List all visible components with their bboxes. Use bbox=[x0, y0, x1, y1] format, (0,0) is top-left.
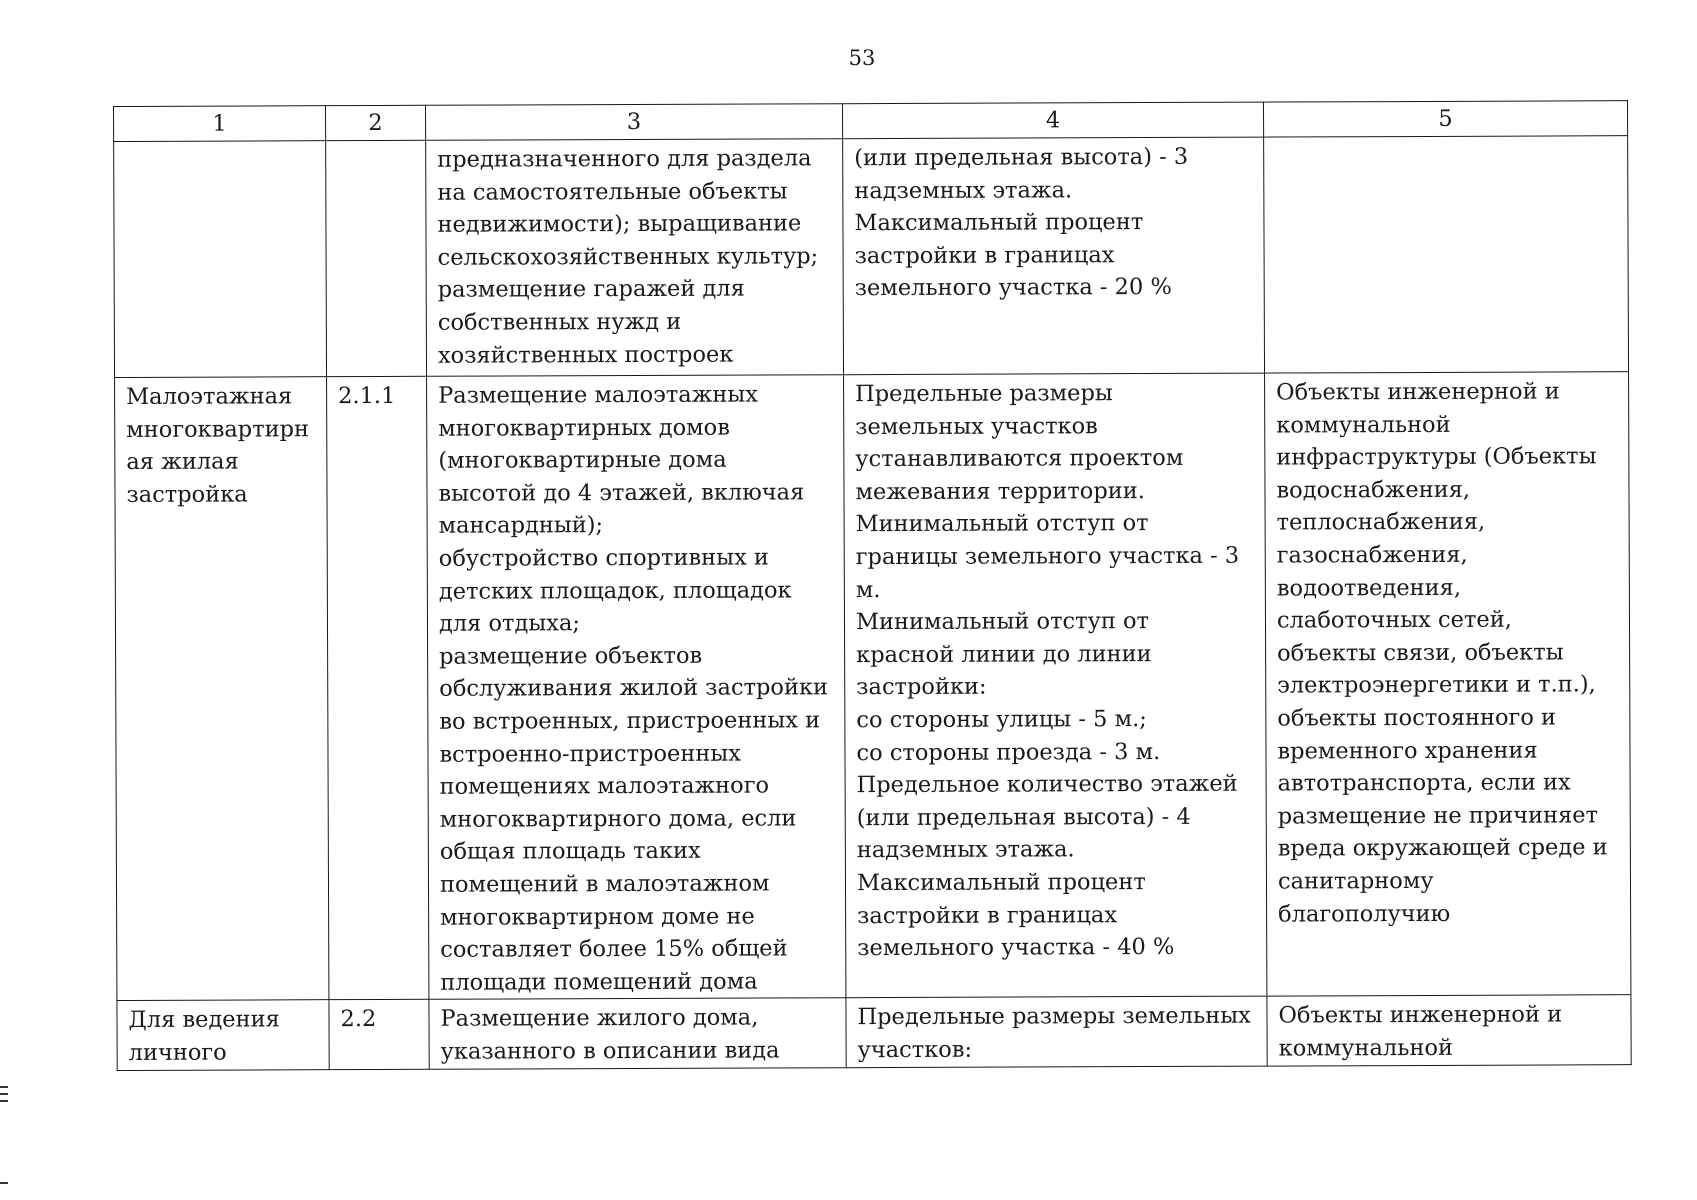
cell-text-line: для отдыха; bbox=[438, 610, 580, 637]
cell-text-line: автотранспорта, если их bbox=[1277, 769, 1571, 797]
scan-margin-mark bbox=[0, 1182, 8, 1184]
cell-text-line: застройки: bbox=[856, 673, 987, 701]
cell-text-line: Для ведения bbox=[128, 1006, 280, 1034]
cell-text-line: теплоснабжения, bbox=[1276, 509, 1486, 536]
cell-text-line: многоквартирном доме не bbox=[440, 903, 755, 931]
cell-text-line: собственных нужд и bbox=[437, 308, 682, 336]
cell-text-line: земельного участка - 40 % bbox=[857, 934, 1175, 962]
cell-text-line: инфраструктуры (Объекты bbox=[1276, 443, 1597, 471]
cell-text-line: со стороны улицы - 5 м.; bbox=[856, 705, 1147, 734]
cell-text-line: временного хранения bbox=[1277, 737, 1538, 765]
cell-text-line: указанного в описании вида bbox=[440, 1037, 780, 1065]
cell-text-line: обслуживания жилой застройки bbox=[439, 674, 829, 703]
cell-auxiliary-uses bbox=[1264, 136, 1629, 373]
cell-description bbox=[426, 139, 844, 377]
cell-land-use-type bbox=[117, 1000, 329, 1071]
cell-text-line: Максимальный процент bbox=[856, 868, 1146, 897]
cell-text-line: границы земельного участка - 3 bbox=[855, 542, 1240, 571]
cell-text-line: размещение не причиняет bbox=[1277, 802, 1599, 830]
cell-code bbox=[327, 376, 429, 1000]
cell-text-line: сельскохозяйственных культур; bbox=[437, 243, 819, 271]
table-row bbox=[114, 136, 1629, 378]
cell-text-line: застройка bbox=[126, 481, 248, 508]
cell-land-use-type bbox=[115, 377, 329, 1001]
cell-text-line: электроэнергетики и т.п.), bbox=[1277, 671, 1596, 699]
cell-text-line: на самостоятельные объекты bbox=[437, 178, 788, 206]
regulations-table-wrapper bbox=[113, 100, 1632, 1071]
table-header-row bbox=[114, 101, 1628, 142]
table-row bbox=[115, 372, 1631, 1001]
cell-text-line: вреда окружающей среде и bbox=[1277, 834, 1608, 862]
cell-text-line: водоотведения, bbox=[1276, 574, 1462, 602]
header-cell-5: 5 bbox=[1263, 101, 1627, 137]
scan-margin-mark bbox=[0, 1093, 8, 1095]
cell-text-line: водоснабжения, bbox=[1276, 476, 1471, 504]
cell-text-line: застройки в границах bbox=[857, 901, 1118, 929]
cell-text-line: обустройство спортивных и bbox=[438, 544, 769, 572]
cell-code bbox=[326, 140, 427, 376]
cell-text-line: надземных этажа. bbox=[854, 176, 1073, 204]
cell-auxiliary-uses bbox=[1267, 995, 1631, 1066]
cell-text-line: многоквартирного дома, если bbox=[439, 805, 797, 833]
cell-text-line: (или предельная высота) - 3 bbox=[854, 143, 1189, 172]
header-cell-4: 4 bbox=[842, 102, 1263, 139]
cell-text-line: ая жилая bbox=[126, 448, 239, 476]
cell-text-line: многоквартирн bbox=[126, 415, 310, 443]
cell-text-line: коммунальной bbox=[1276, 411, 1451, 439]
cell-auxiliary-uses bbox=[1265, 372, 1631, 997]
cell-description bbox=[429, 998, 846, 1070]
cell-parameters bbox=[846, 996, 1267, 1068]
cell-text-line: недвижимости); выращивание bbox=[437, 210, 802, 238]
cell-text-line: многоквартирных домов bbox=[438, 414, 730, 442]
cell-text-line: участков: bbox=[857, 1036, 973, 1064]
header-cell-1: 1 bbox=[114, 106, 326, 142]
cell-land-use-type bbox=[114, 141, 327, 378]
cell-text-line: Малоэтажная bbox=[126, 383, 293, 410]
scan-margin-mark bbox=[0, 1100, 8, 1102]
cell-text-line: устанавливаются проектом bbox=[855, 445, 1184, 473]
cell-text-line: (многоквартирные дома bbox=[438, 446, 727, 474]
cell-text-line: благополучию bbox=[1278, 900, 1451, 928]
cell-text-line: санитарному bbox=[1277, 867, 1434, 895]
cell-text-line: высотой до 4 этажей, включая bbox=[438, 479, 805, 507]
cell-text-line: (или предельная высота) - 4 bbox=[856, 803, 1191, 831]
cell-text-line: газоснабжения, bbox=[1276, 541, 1468, 569]
cell-text-line: общая площадь таких bbox=[439, 838, 701, 866]
table-row bbox=[117, 995, 1631, 1071]
cell-text-line: объекты постоянного и bbox=[1277, 704, 1557, 732]
cell-text-line: Минимальный отступ от bbox=[855, 608, 1150, 636]
scan-margin-mark bbox=[0, 1086, 8, 1088]
cell-text-line: хозяйственных построек bbox=[437, 341, 734, 369]
cell-text-line: коммунальной bbox=[1278, 1034, 1454, 1062]
cell-text-line: застройки в границах bbox=[854, 241, 1115, 269]
cell-text-line: составляет более 15% общей bbox=[440, 935, 788, 963]
cell-text-line: площади помещений дома bbox=[440, 968, 758, 996]
cell-text-line: Размещение малоэтажных bbox=[438, 381, 759, 409]
cell-description bbox=[427, 375, 846, 1000]
cell-text-line: 2.2 bbox=[340, 1006, 377, 1033]
cell-parameters bbox=[843, 137, 1265, 375]
cell-text-line: мансардный); bbox=[438, 512, 604, 540]
cell-text-line: Предельное количество этажей bbox=[856, 770, 1238, 799]
cell-text-line: помещениях малоэтажного bbox=[439, 772, 770, 800]
cell-text-line: земельного участка - 20 % bbox=[854, 274, 1172, 302]
cell-text-line: межевания территории. bbox=[855, 477, 1145, 505]
cell-text-line: м. bbox=[855, 576, 881, 603]
cell-text-line: Объекты инженерной и bbox=[1276, 378, 1560, 406]
cell-text-line: со стороны проезда - 3 м. bbox=[856, 738, 1161, 766]
cell-text-line: красной линии до линии bbox=[856, 640, 1152, 668]
cell-text-line: слаботочных сетей, bbox=[1276, 606, 1512, 634]
cell-text-line: объекты связи, объекты bbox=[1277, 639, 1564, 667]
cell-text-line: Максимальный процент bbox=[854, 209, 1144, 237]
cell-text-line: размещение объектов bbox=[439, 642, 703, 670]
cell-text-line: предназначенного для раздела bbox=[437, 145, 812, 173]
cell-text-line: размещение гаражей для bbox=[437, 275, 745, 304]
cell-text-line: Размещение жилого дома, bbox=[440, 1004, 759, 1033]
cell-parameters bbox=[844, 373, 1267, 998]
page-number: 53 bbox=[848, 46, 876, 70]
cell-code bbox=[329, 1000, 429, 1070]
cell-text-line: помещений в малоэтажном bbox=[439, 870, 770, 898]
cell-text-line: Объекты инженерной и bbox=[1278, 1001, 1563, 1029]
cell-text-line: надземных этажа. bbox=[856, 836, 1075, 864]
cell-text-line: земельных участков bbox=[855, 412, 1098, 440]
cell-text-line: Предельные размеры земельных bbox=[857, 1002, 1251, 1031]
cell-text-line: во встроенных, пристроенных и bbox=[439, 707, 821, 735]
cell-text-line: Минимальный отступ от bbox=[855, 510, 1149, 538]
land-use-regulations-table bbox=[113, 100, 1632, 1071]
cell-text-line: Предельные размеры bbox=[855, 380, 1113, 408]
header-cell-3: 3 bbox=[425, 104, 842, 141]
cell-text-line: 2.1.1 bbox=[338, 382, 396, 410]
cell-text-line: встроенно-пристроенных bbox=[439, 740, 741, 768]
cell-text-line: личного bbox=[128, 1039, 227, 1066]
cell-text-line: детских площадок, площадок bbox=[438, 576, 792, 605]
header-cell-2: 2 bbox=[326, 105, 426, 140]
